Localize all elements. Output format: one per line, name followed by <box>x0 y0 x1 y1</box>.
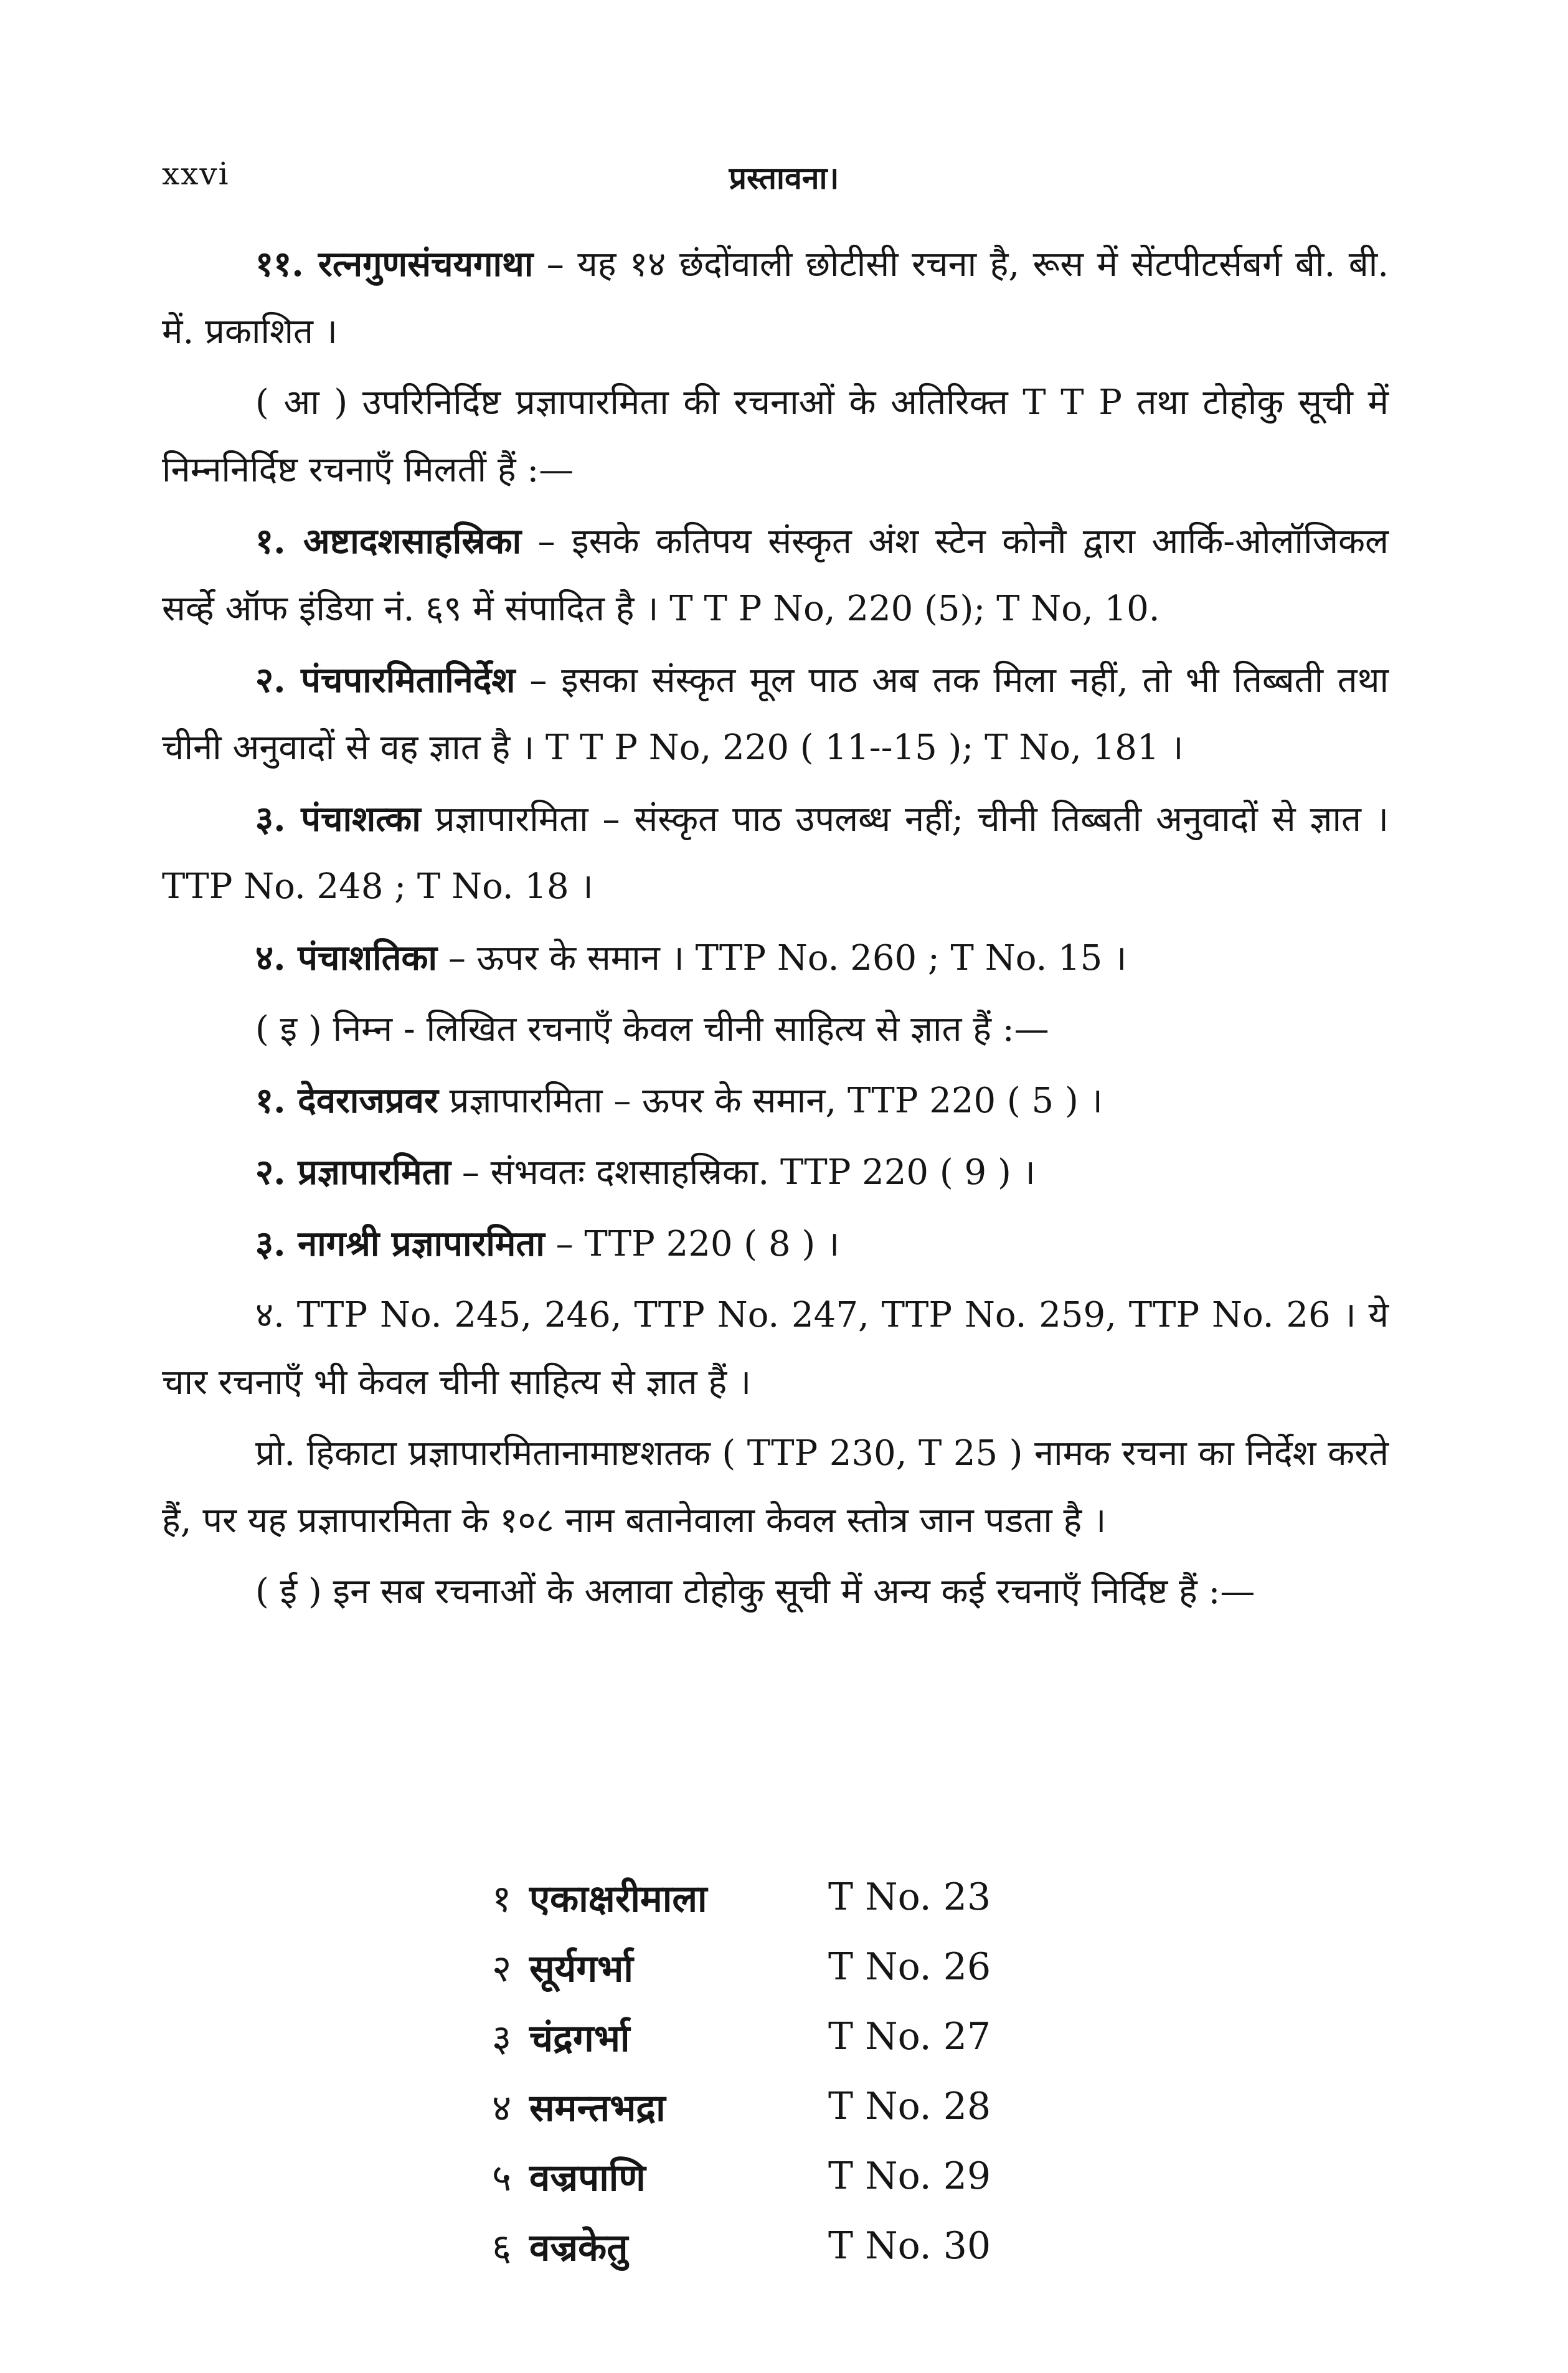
row-number: ६ <box>492 2226 512 2270</box>
entry-text: ( इ ) निम्न - लिखित रचनाएँ केवल चीनी साहित्य से ज्ञात हैं :— <box>255 1009 1049 1049</box>
paragraph <box>162 647 1389 782</box>
catalog-number: T No. 29 <box>828 2154 991 2198</box>
entry-text: प्रो. हिकाटा प्रज्ञापारमितानामाष्टशतक ( TTP 230, T 25 ) नामक रचना का निर्देश करते हैं, पर यह प्रज्ञापारमिता के १०८ नाम बतानेवाला केवल स्तोत्र जान पडता है । <box>162 1433 1389 1541</box>
table-row <box>492 2002 1115 2072</box>
catalog-number: T No. 26 <box>828 1945 991 1989</box>
paragraph <box>162 1210 1389 1278</box>
paragraph <box>162 230 1389 366</box>
catalog-number: T No. 27 <box>828 2015 991 2058</box>
catalog-number: T No. 23 <box>828 1875 991 1919</box>
table-row <box>492 2141 1115 2211</box>
paragraph <box>162 369 1389 504</box>
table-row <box>492 2072 1115 2141</box>
row-number: १ <box>492 1877 512 1921</box>
catalog-number: T No. 28 <box>828 2085 991 2128</box>
entry-text: – यह १४ छंदोंवाली छोटीसी रचना है, रूस में सेंटपीटर्सबर्ग बी. बी. में. प्रकाशित । <box>162 244 1389 352</box>
work-name: एकाक्षरीमाला <box>529 1877 707 1921</box>
body-text <box>162 230 1389 1629</box>
paragraph <box>162 1558 1389 1626</box>
paragraph <box>162 1282 1389 1416</box>
entry-text: – ऊपर के समान । TTP No. 260 ; T No. 15 । <box>437 938 1127 978</box>
entry-title: ३. पंचाशत्का <box>255 798 421 840</box>
work-name: सूर्यगर्भा <box>529 1947 633 1991</box>
work-name: वज्रपाणि <box>529 2156 646 2200</box>
entry-title: ११. रत्नगुणसंचयगाथा <box>255 244 534 285</box>
works-table <box>492 1862 1115 2281</box>
entry-text: ( ई ) इन सब रचनाओं के अलावा टोहोकु सूची में अन्य कई रचनाएँ निर्दिष्ट हैं :— <box>255 1571 1255 1612</box>
row-number: ५ <box>492 2156 512 2200</box>
table-row <box>492 2211 1115 2281</box>
row-number: २ <box>492 1947 512 1991</box>
work-name: समन्तभद्रा <box>529 2086 666 2130</box>
work-name: वज्रकेतु <box>529 2226 628 2270</box>
entry-text: – संभवतः दशसाहस्रिका. TTP 220 ( 9 ) । <box>451 1152 1036 1193</box>
entry-title: ४. पंचाशतिका <box>255 937 438 978</box>
row-number: ३ <box>492 2017 512 2060</box>
work-name: चंद्रगर्भा <box>529 2017 630 2060</box>
paragraph <box>162 785 1389 921</box>
catalog-number: T No. 30 <box>828 2224 991 2268</box>
row-number: ४ <box>492 2086 512 2130</box>
entry-title: ३. नागश्री प्रज्ञापारमिता <box>255 1223 545 1264</box>
entry-text: ( आ ) उपरिनिर्दिष्ट प्रज्ञापारमिता की रचनाओं के अतिरिक्त T T P तथा टोहोकु सूची में निम्ननिर्दिष्ट रचनाएँ मिलतीं हैं :— <box>162 382 1389 490</box>
paragraph <box>162 924 1389 992</box>
paragraph <box>162 1420 1389 1555</box>
entry-title: १. अष्टादशसाहस्रिका <box>255 521 522 562</box>
table-row <box>492 1862 1115 1932</box>
running-title: प्रस्तावना। <box>729 159 839 196</box>
paragraph <box>162 508 1389 643</box>
entry-text: – इसका संस्कृत मूल पाठ अब तक मिला नहीं, तो भी तिब्बती तथा चीनी अनुवादों से वह ज्ञात है । T T P No, 220 ( 11--15 ); T No, 181 । <box>162 660 1389 768</box>
entry-text: प्रज्ञापारमिता – ऊपर के समान, TTP 220 ( 5 ) । <box>438 1081 1103 1121</box>
entry-text: प्रज्ञापारमिता – संस्कृत पाठ उपलब्ध नहीं; चीनी तिब्बती अनुवादों से ज्ञात । TTP No. 248 ; T No. 18 । <box>162 799 1389 907</box>
entry-title: १. देवराजप्रवर <box>255 1080 438 1121</box>
entry-title: २. प्रज्ञापारमिता <box>255 1152 451 1193</box>
entry-text: – TTP 220 ( 8 ) । <box>544 1224 840 1264</box>
entry-title: २. पंचपारमितानिर्देश <box>255 660 516 701</box>
entry-text: ४. TTP No. 245, 246, TTP No. 247, TTP No. 259, TTP No. 26 । ये चार रचनाएँ भी केवल चीनी साहित्य से ज्ञात हैं । <box>162 1295 1389 1403</box>
table-row <box>492 1932 1115 2002</box>
paragraph <box>162 1139 1389 1206</box>
page-header <box>162 156 1406 206</box>
entry-text: – इसके कतिपय संस्कृत अंश स्टेन कोनौ द्वारा आर्कि-ओलॉजिकल सर्व्हे ऑफ इंडिया नं. ६९ में संपादित है । T T P No, 220 (5); T No, 10. <box>162 521 1389 629</box>
paragraph <box>162 996 1389 1063</box>
paragraph <box>162 1067 1389 1135</box>
page-number: xxvi <box>162 156 230 192</box>
